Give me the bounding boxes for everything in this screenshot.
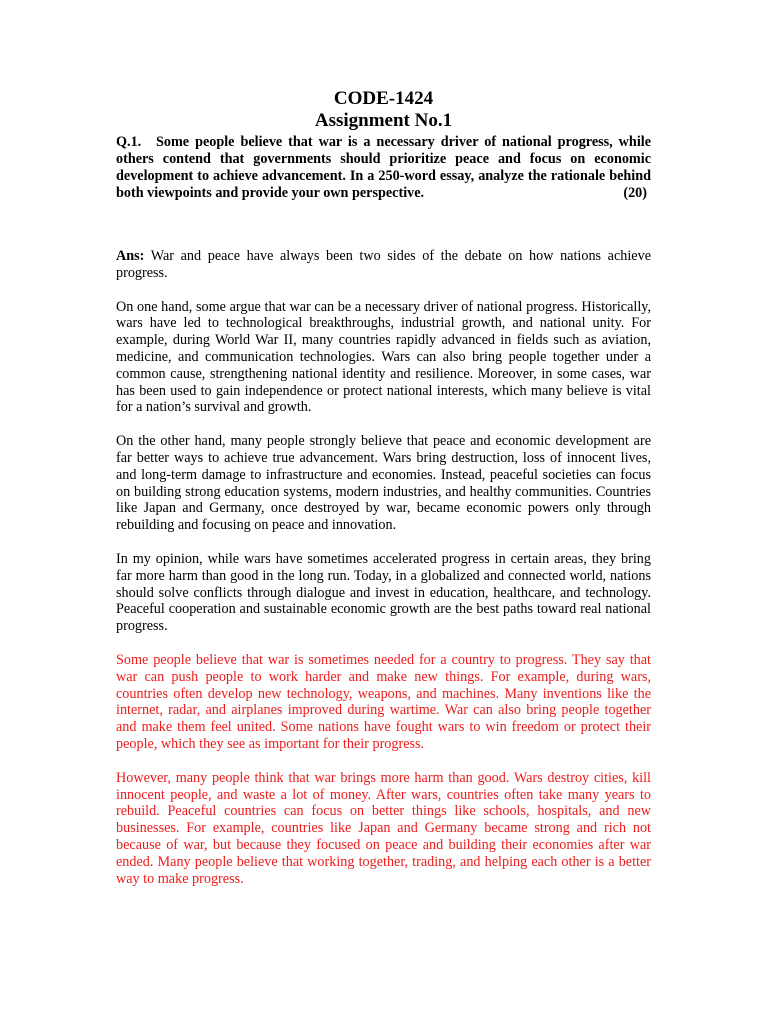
question-number: Q.1. <box>116 134 142 150</box>
assignment-title: Assignment No.1 <box>314 110 453 131</box>
answer-paragraph: On one hand, some argue that war can be a necessary driver of national progress. Historically, wars have led to technological breakthroughs, industrial growth, and national unity. For example, during World War II, many countries rapidly advanced in fields such as aviation, medicine, and communication technologies. Wars can also bring people together under a common cause, strengthening national identity and resilience. Moreover, in some cases, war has been used to gain independence or protect national interests, which many believe is vital for a nation’s survival and growth. <box>116 298 651 416</box>
answer-paragraph: On the other hand, many people strongly believe that peace and economic development are far better ways to achieve true advancement. Wars bring destruction, loss of innocent lives, and long-term damage to infrastructure and economies. Instead, peaceful societies can focus on building strong education systems, modern industries, and healthy communities. Countries like Japan and Germany, once destroyed by war, became economic powers only through rebuilding and focusing on peace and innovation. <box>116 433 651 534</box>
course-code: CODE-1424 <box>333 88 434 109</box>
document-page <box>116 88 651 887</box>
answer-intro <box>116 248 651 282</box>
answer-paragraph: In my opinion, while wars have sometimes accelerated progress in certain areas, they bring far more harm than good in the long run. Today, in a globalized and connected world, nations should solve conflicts through dialogue and invest in education, healthcare, and technology. Peaceful cooperation and sustainable economic growth are the best paths toward real national progress. <box>116 550 651 635</box>
red-answer-paragraph: Some people believe that war is sometimes needed for a country to progress. They say that war can push people to work harder and make new things. For example, during wars, countries often develop new technology, weapons, and machines. Many inventions like the internet, radar, and airplanes improved during wartime. War can also bring people together and make them feel united. Some nations have fought wars to win freedom or protect their people, which they see as important for their progress. <box>116 651 651 752</box>
question-block <box>116 134 651 202</box>
question-marks: (20) <box>623 185 647 201</box>
question-text: Some people believe that war is a necessary driver of national progress, while others contend that governments should prioritize peace and focus on economic development to achieve advancement. In a 250-word essay, analyze the rationale behind both viewpoints and provide your own perspective. <box>116 134 651 201</box>
red-answer-paragraph: However, many people think that war brings more harm than good. Wars destroy cities, kill innocent people, and waste a lot of money. After wars, countries often take many years to rebuild. Peaceful countries can focus on better things like schools, hospitals, and new businesses. For example, countries like Japan and Germany became strong and rich not because of war, but because they focused on peace and building their economies after war ended. Many people believe that working together, trading, and helping each other is a better way to make progress. <box>116 769 651 887</box>
answer-intro-text: War and peace have always been two sides of the debate on how nations achieve progress. <box>116 248 651 281</box>
answer-label: Ans: <box>116 248 145 264</box>
